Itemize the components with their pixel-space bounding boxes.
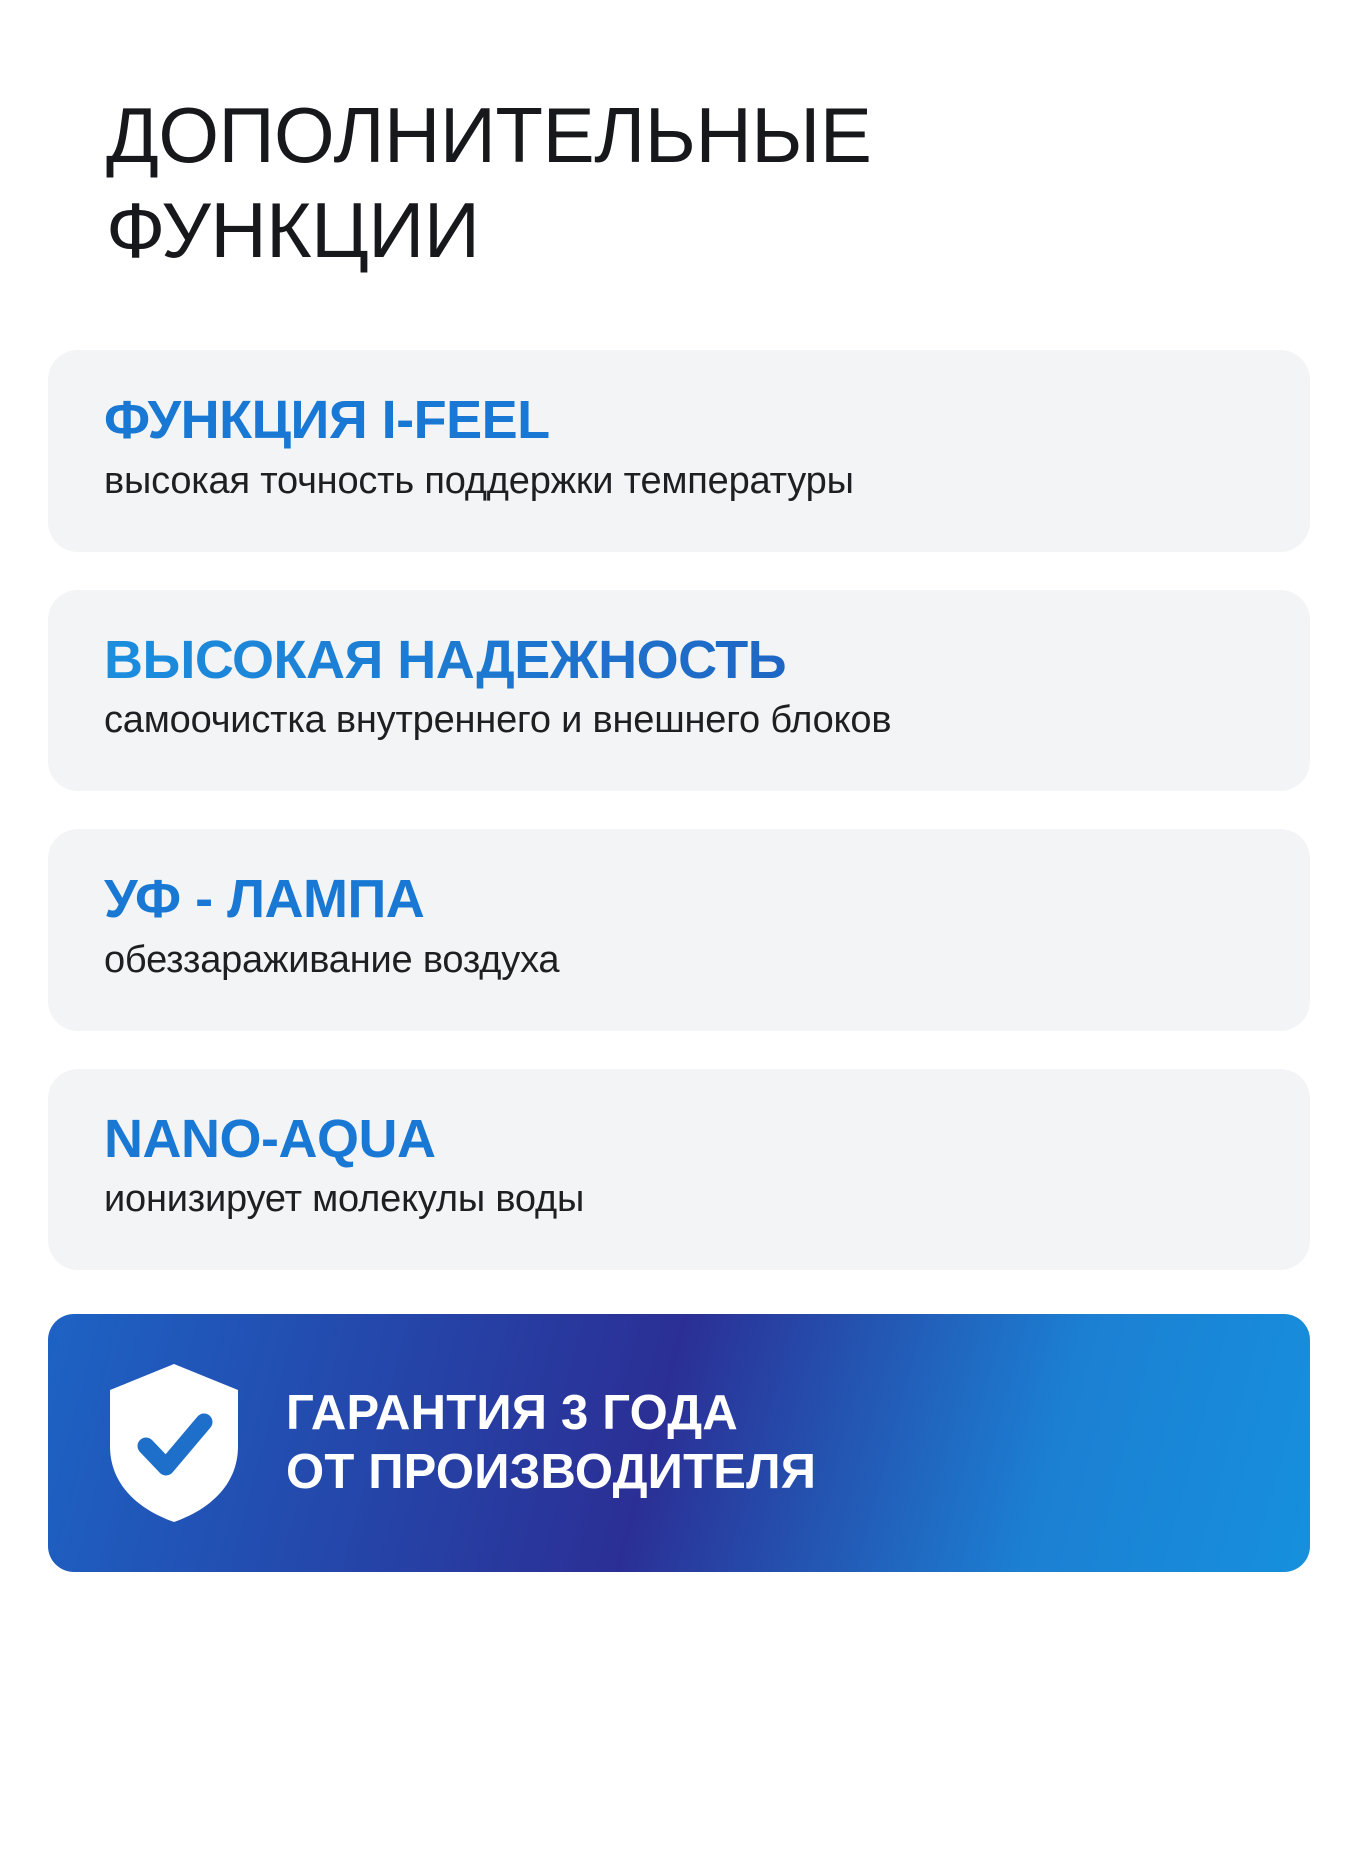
feature-card-uv-lamp: [48, 829, 1310, 1030]
feature-title: NANO-AQUA: [104, 1108, 436, 1169]
feature-subtitle: обеззараживание воздуха: [104, 938, 560, 981]
feature-title: ВЫСОКАЯ НАДЕЖНОСТЬ: [104, 630, 1254, 692]
feature-card-nano-aqua: [48, 1069, 1310, 1270]
warranty-line-1: ГАРАНТИЯ 3 ГОДА: [286, 1386, 738, 1441]
warranty-text: [286, 1384, 816, 1502]
feature-title: ФУНКЦИЯ I-FEEL: [104, 390, 550, 451]
feature-card-list: [48, 350, 1310, 1270]
warranty-line-2: ОТ ПРОИЗВОДИТЕЛЯ: [286, 1445, 817, 1499]
feature-subtitle: самоочистка внутреннего и внешнего блоков: [104, 699, 892, 742]
feature-subtitle: ионизирует молекулы воды: [104, 1178, 585, 1221]
feature-card-i-feel: [48, 350, 1310, 551]
feature-subtitle: высокая точность поддержки температуры: [104, 459, 854, 502]
feature-title: УФ - ЛАМПА: [104, 869, 425, 930]
page-title-line-1: ДОПОЛНИТЕЛЬНЫЕ: [106, 91, 872, 179]
shield-check-icon: [104, 1360, 244, 1526]
page-title-line-2: ФУНКЦИИ: [106, 186, 480, 275]
warranty-banner: [48, 1314, 1310, 1572]
page-title: [48, 0, 1236, 278]
feature-card-reliability: [48, 590, 1310, 791]
